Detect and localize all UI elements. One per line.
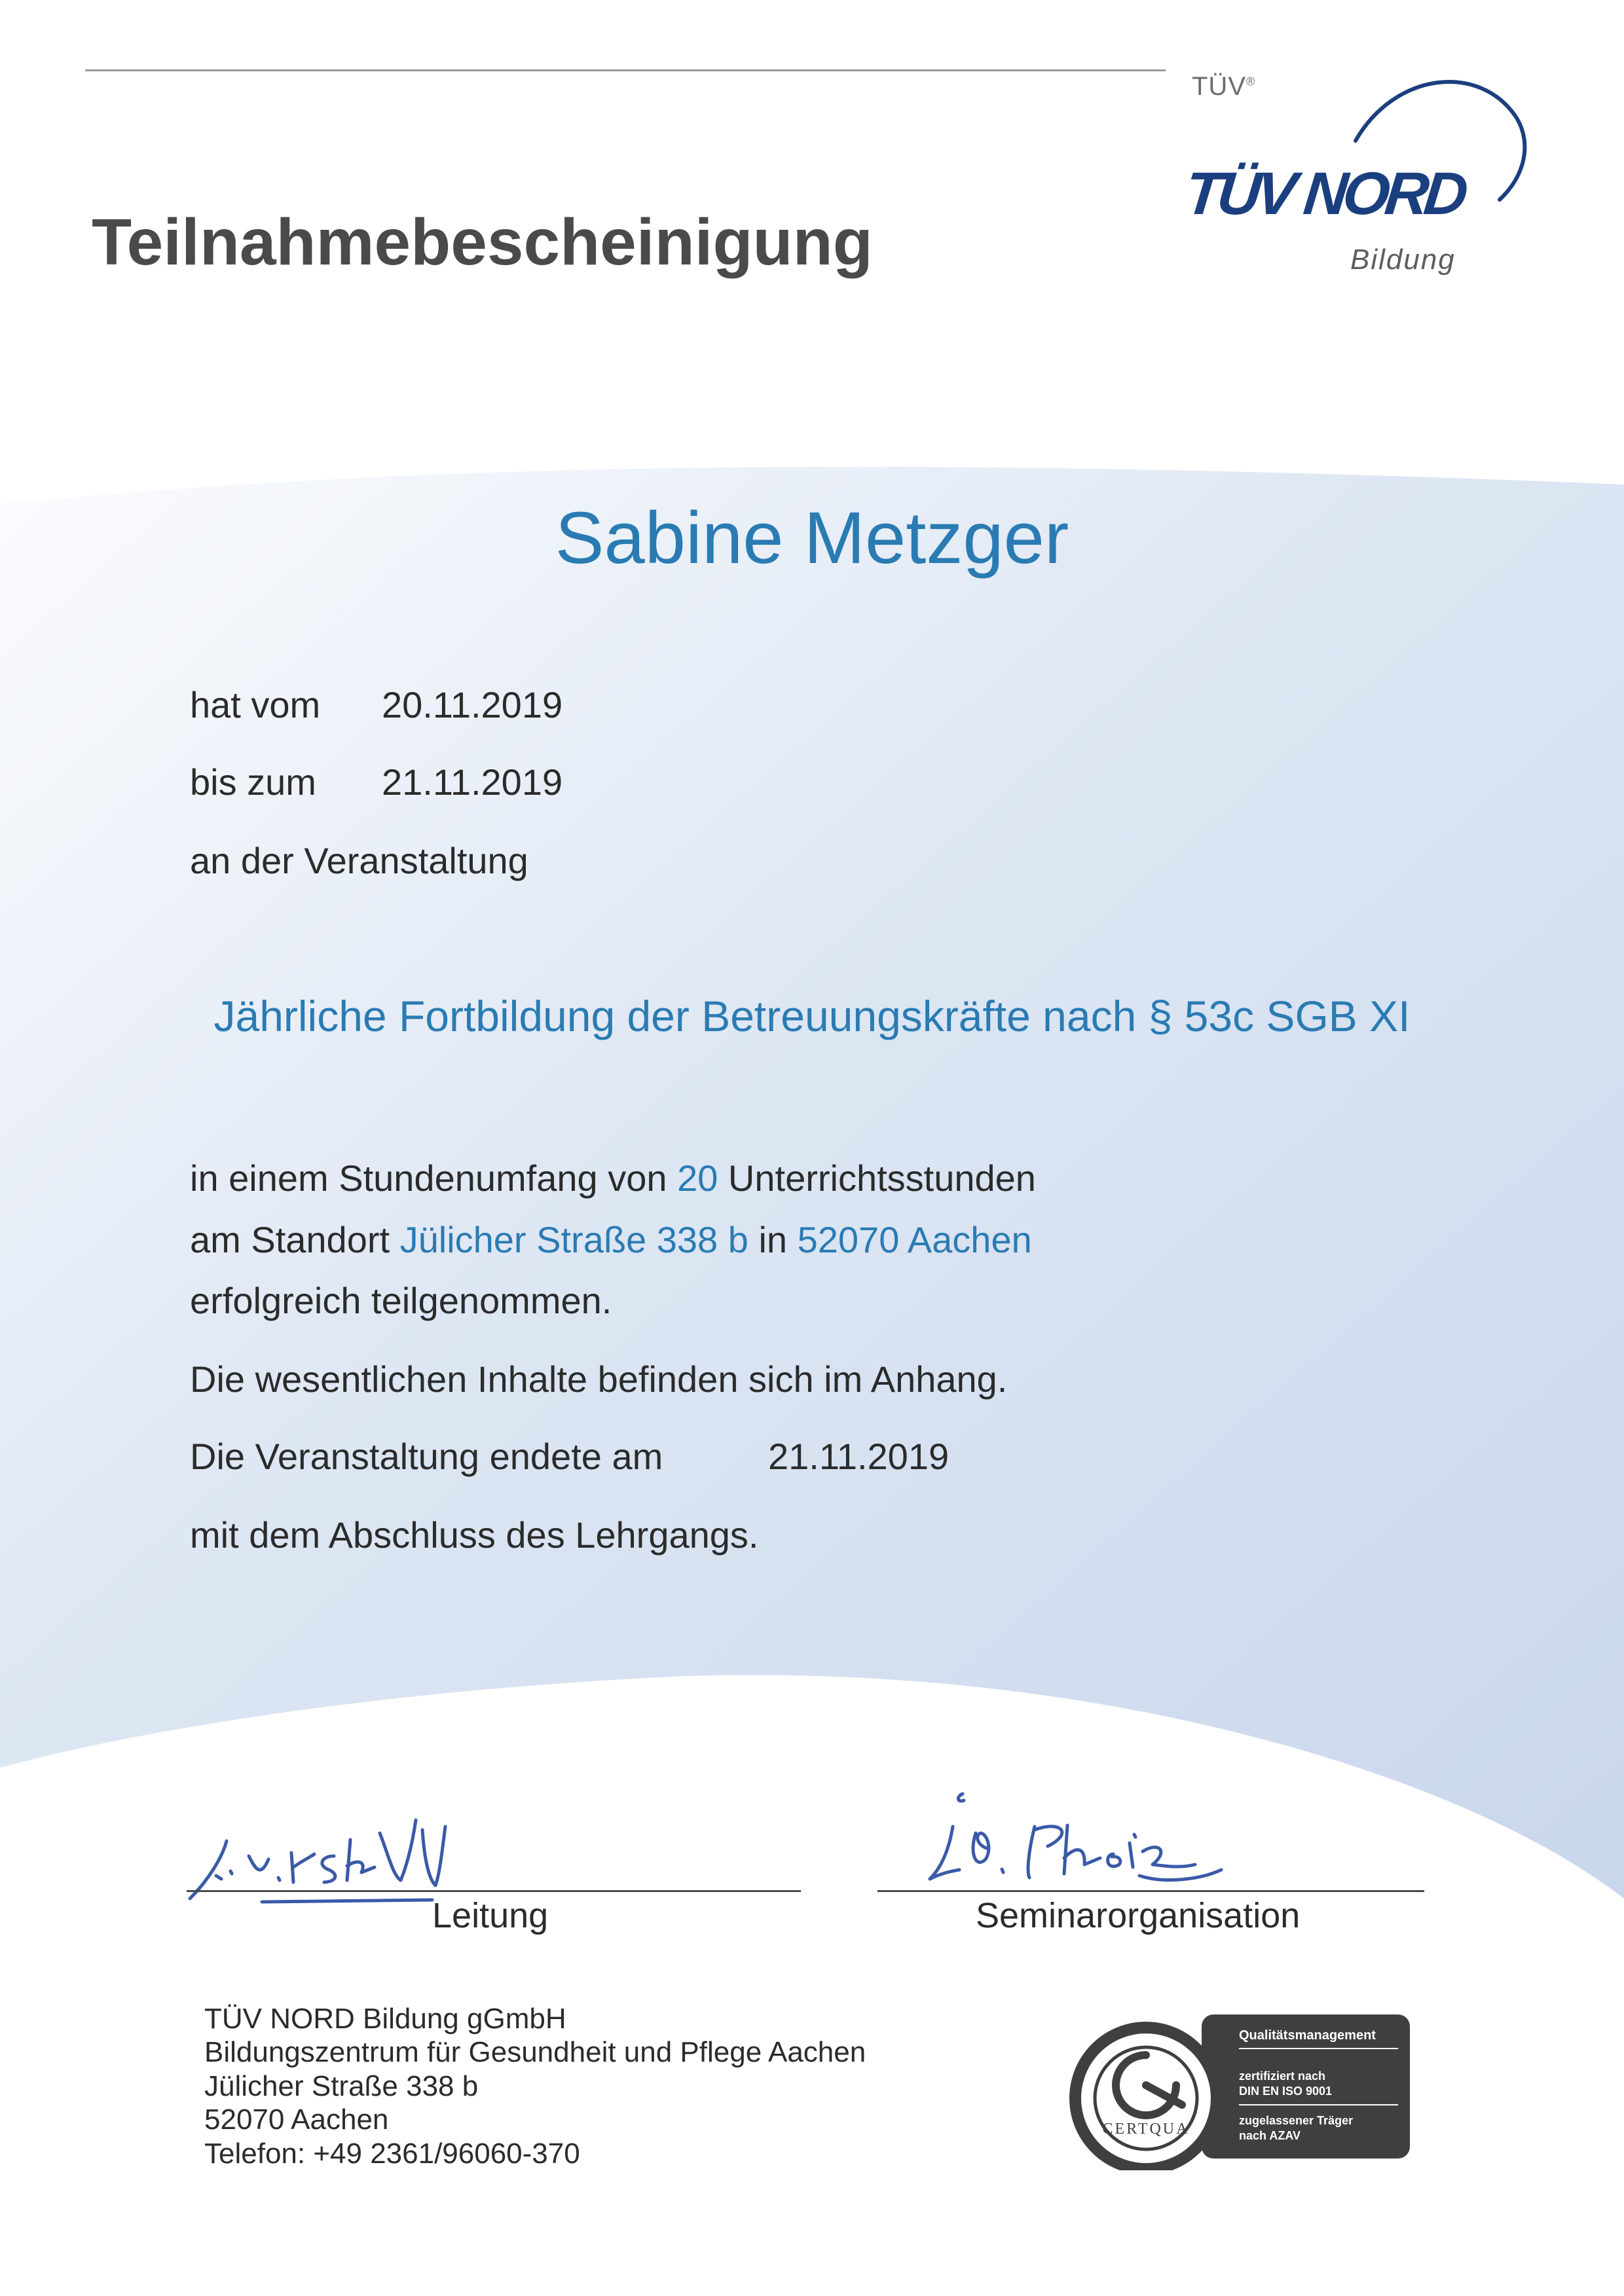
signature-line-left <box>187 1890 801 1892</box>
certqua-badge <box>1048 2000 1414 2170</box>
hours-value: 20 <box>677 1157 718 1199</box>
location-prefix: am Standort <box>190 1219 390 1260</box>
page-title: Teilnahmebescheinigung <box>92 206 873 279</box>
signature-line-right <box>877 1890 1424 1892</box>
hours-suffix: Unterrichtsstunden <box>728 1157 1036 1199</box>
signature-label-seminar: Seminarorganisation <box>976 1896 1301 1935</box>
event-intro: an der Veranstaltung <box>190 840 528 881</box>
to-label: bis zum <box>190 761 316 803</box>
registered-mark: ® <box>1246 75 1256 88</box>
tuv-wordmark: TÜV® <box>1192 72 1256 101</box>
certqua-line-3: zugelassener Träger <box>1239 2114 1354 2127</box>
location-street: Jülicher Straße 338 b <box>399 1219 748 1260</box>
tuv-nord-logo: TÜV NORD <box>1181 160 1467 227</box>
certqua-line-4: nach AZAV <box>1239 2129 1301 2142</box>
location-in: in <box>758 1219 788 1260</box>
certqua-line-2: DIN EN ISO 9001 <box>1239 2085 1333 2098</box>
from-label: hat vom <box>190 684 321 725</box>
completion-line: mit dem Abschluss des Lehrgangs. <box>190 1514 759 1556</box>
hours-line <box>190 1157 1036 1199</box>
ended-label: Die Veranstaltung endete am <box>190 1436 663 1477</box>
footer-street: Jülicher Straße 338 b <box>204 2069 479 2102</box>
certqua-line-1: zertifiziert nach <box>1239 2069 1326 2083</box>
contents-note: Die wesentlichen Inhalte befinden sich im Anhang. <box>190 1358 1008 1400</box>
footer-address <box>204 2002 866 2170</box>
footer-city: 52070 Aachen <box>204 2104 389 2136</box>
certqua-heading: Qualitätsmanagement <box>1239 2028 1376 2043</box>
participant-name: Sabine Metzger <box>555 497 1069 579</box>
to-date: 21.11.2019 <box>382 761 563 803</box>
from-date: 20.11.2019 <box>382 684 563 725</box>
signature-right <box>904 1781 1270 1912</box>
footer-phone: Telefon: +49 2361/96060-370 <box>204 2137 580 2170</box>
tuv-bildung-label: Bildung <box>1350 244 1456 276</box>
footer-company: TÜV NORD Bildung gGmbH <box>204 2003 566 2035</box>
ended-date: 21.11.2019 <box>768 1436 950 1477</box>
footer-center: Bildungszentrum für Gesundheit und Pflege Aachen <box>204 2036 866 2069</box>
course-title: Jährliche Fortbildung der Betreuungskräfte nach § 53c SGB XI <box>213 992 1411 1040</box>
top-rule <box>85 69 1166 71</box>
location-city: 52070 Aachen <box>797 1219 1032 1260</box>
signature-label-leitung: Leitung <box>432 1896 549 1935</box>
location-line <box>190 1219 1032 1261</box>
hours-prefix: in einem Stundenumfang von <box>190 1157 667 1199</box>
success-line: erfolgreich teilgenommen. <box>190 1280 612 1321</box>
certqua-seal-text: CERTQUA <box>1102 2121 1190 2138</box>
